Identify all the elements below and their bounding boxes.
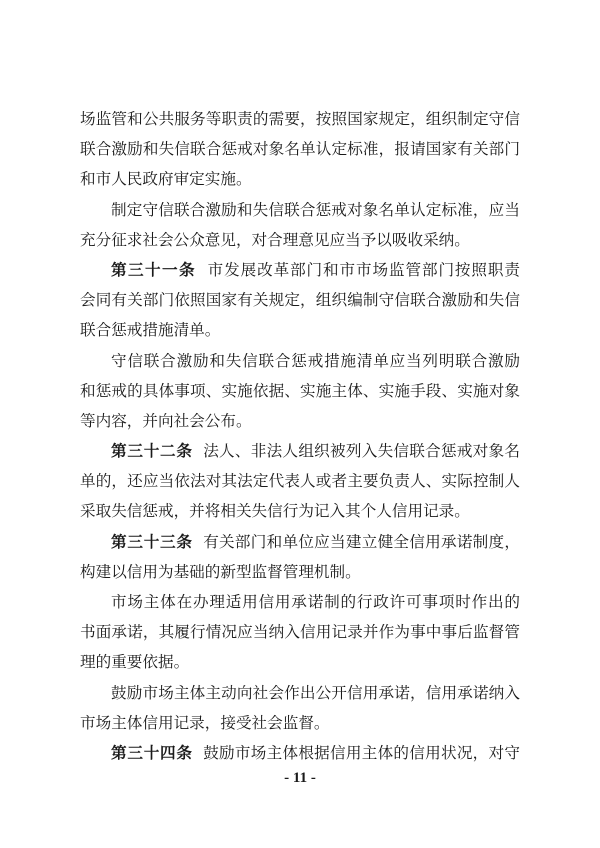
article-heading: 第三十一条 bbox=[111, 261, 196, 279]
article-33-line bbox=[80, 527, 520, 557]
text-line: 和惩戒的具体事项、实施依据、实施主体、实施手段、实施对象 bbox=[80, 382, 520, 400]
article-32-line bbox=[80, 436, 520, 466]
article-heading: 第三十四条 bbox=[111, 744, 193, 762]
text-line: 等内容，并向社会公布。 bbox=[80, 412, 252, 430]
text-line: 联合激励和失信联合惩戒对象名单认定标准，报请国家有关部门 bbox=[80, 140, 520, 158]
article-text: 市发展改革部门和市市场监管部门按照职责 bbox=[207, 261, 520, 279]
text-line: 场监管和公共服务等职责的需要，按照国家规定，组织制定守信 bbox=[80, 110, 520, 128]
text-line: 书面承诺，其履行情况应当纳入信用记录并作为事中事后监督管 bbox=[80, 623, 520, 641]
article-text: 鼓励市场主体根据信用主体的信用状况，对守 bbox=[203, 744, 520, 762]
text-line: 市场主体信用记录，接受社会监督。 bbox=[80, 714, 330, 732]
text-line: 充分征求社会公众意见，对合理意见应当予以吸收采纳。 bbox=[80, 231, 470, 249]
article-34-line bbox=[80, 738, 520, 768]
article-text: 有关部门和单位应当建立健全信用承诺制度， bbox=[203, 533, 520, 551]
article-31-line bbox=[80, 255, 520, 285]
text-line: 和市人民政府审定实施。 bbox=[80, 170, 252, 188]
text-line: 联合惩戒措施清单。 bbox=[80, 321, 221, 339]
page-number: - 11 - bbox=[284, 770, 316, 786]
text-line: 会同有关部门依照国家有关规定，组织编制守信联合激励和失信 bbox=[80, 291, 520, 309]
article-text: 法人、非法人组织被列入失信联合惩戒对象名 bbox=[203, 442, 520, 460]
text-line: 单的，还应当依法对其法定代表人或者主要负责人、实际控制人 bbox=[80, 472, 520, 490]
article-heading: 第三十三条 bbox=[111, 533, 193, 551]
article-heading: 第三十二条 bbox=[111, 442, 193, 460]
text-line: 市场主体在办理适用信用承诺制的行政许可事项时作出的 bbox=[111, 593, 520, 611]
text-line: 制定守信联合激励和失信联合惩戒对象名单认定标准，应当 bbox=[111, 201, 520, 219]
text-line: 采取失信惩戒，并将相关失信行为记入其个人信用记录。 bbox=[80, 502, 470, 520]
text-line: 守信联合激励和失信联合惩戒措施清单应当列明联合激励 bbox=[111, 352, 520, 370]
text-line: 理的重要依据。 bbox=[80, 653, 190, 671]
text-line: 鼓励市场主体主动向社会作出公开信用承诺，信用承诺纳入 bbox=[111, 684, 520, 702]
text-line: 构建以信用为基础的新型监督管理机制。 bbox=[80, 563, 361, 581]
